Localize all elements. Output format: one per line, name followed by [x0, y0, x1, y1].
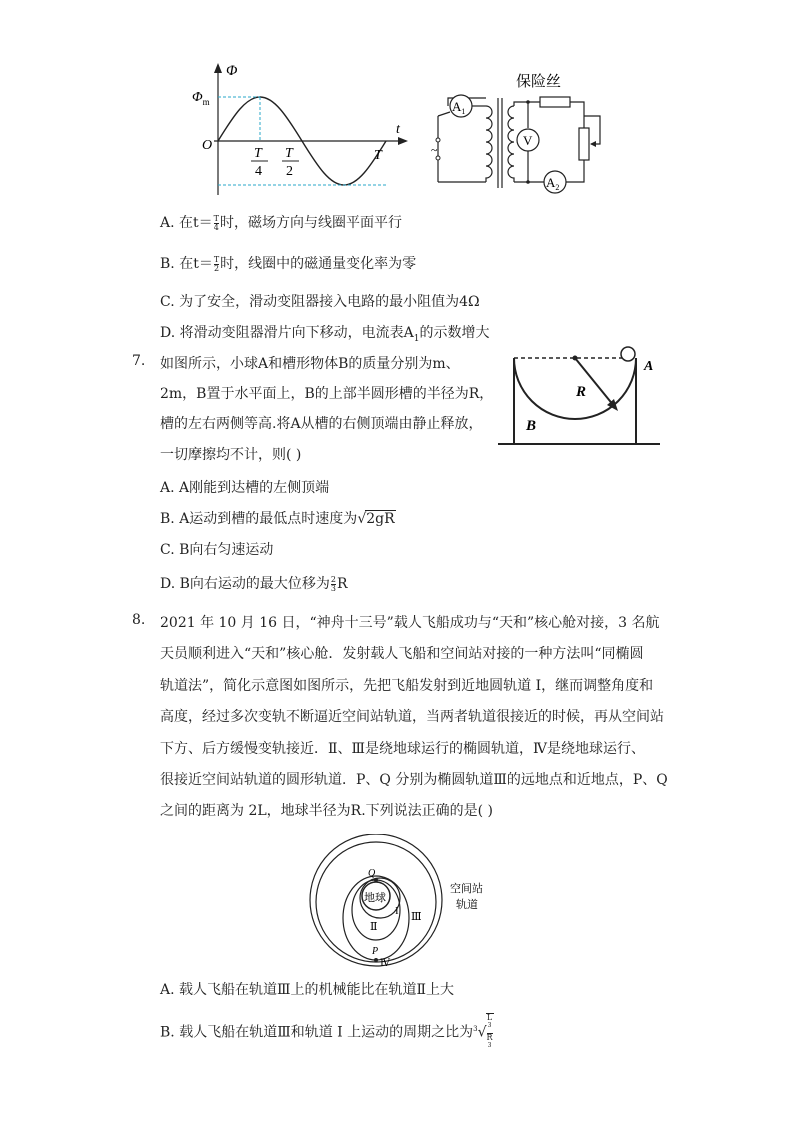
point-p — [374, 958, 378, 962]
ac-terminal-top — [436, 138, 440, 142]
t-over-4: $\frac{T}{4}$ — [213, 213, 219, 232]
secondary-wire-top-right — [570, 102, 584, 128]
t4-num: T — [254, 146, 262, 161]
q7-stem-line-4: 一切摩擦均不计，则( ) — [160, 447, 302, 463]
t2-num: T — [285, 146, 293, 161]
q8-stem-line-6: 很接近空间站轨道的圆形轨道．P、Q 分别为椭圆轨道Ⅲ的远地点和近地点，P、Q — [160, 772, 668, 788]
q8-number: 8. — [132, 612, 146, 628]
q6-option-d[interactable]: D. 将滑动变阻器滑片向下移动，电流表$A_1$的示数增大 — [160, 325, 490, 344]
q8-stem-line-7: 之间的距离为 2L，地球半径为R.下列说法正确的是( ) — [160, 803, 494, 819]
transformer-circuit — [428, 66, 618, 198]
q7-stem-line-3: 槽的左右两侧等高.将A从槽的右侧顶端由静止释放， — [160, 416, 483, 432]
t-axis-label: t — [396, 122, 400, 137]
orbit-diagram — [300, 834, 500, 968]
label-r: R — [576, 384, 587, 400]
label-b: B — [526, 418, 537, 434]
ammeter-a2-label: $A_2$ — [546, 175, 560, 192]
q6-option-c[interactable]: C. 为了安全，滑动变阻器接入电路的最小阻值为4Ω — [160, 294, 480, 310]
point-q-label: Q — [368, 868, 376, 879]
cube-root-fraction: L $^3$ R $^3$ — [486, 1013, 494, 1052]
orbit-ii-label: Ⅱ — [370, 921, 378, 933]
q8-stem-line-5: 下方、后方缓慢变轨接近．Ⅱ、Ⅲ是绕地球运行的椭圆轨道，Ⅳ是绕地球运行、 — [160, 741, 646, 757]
groove-center — [573, 356, 578, 361]
sqrt-2gr: 2gR — [366, 511, 395, 527]
earth-label: 地球 — [364, 892, 386, 904]
q8-option-b[interactable]: B. 载人飞船在轨道Ⅲ和轨道 I 上运动的周期之比为$^3$√ L $^3$ R $^3$ — [160, 1013, 495, 1052]
period-label: T — [374, 148, 382, 163]
secondary-coil — [508, 106, 514, 182]
orbit-i-label: I — [395, 905, 399, 917]
origin-label: O — [202, 138, 213, 153]
rheostat-slider-arrow — [590, 141, 596, 147]
phi-m-label: $\Phi_m$ — [192, 90, 210, 107]
q7-option-c[interactable]: C. B向右匀速运动 — [160, 542, 274, 558]
label-a: A — [644, 359, 654, 374]
q8-option-a[interactable]: A. 载人飞船在轨道Ⅲ上的机械能比在轨道Ⅱ上大 — [160, 982, 455, 998]
q7-option-a[interactable]: A. A刚能到达槽的左侧顶端 — [160, 480, 330, 496]
ac-source-symbol: ~ — [431, 143, 438, 157]
station-label-2: 轨道 — [456, 899, 478, 911]
flux-time-graph — [190, 55, 420, 205]
fuse — [540, 97, 570, 107]
two-thirds: $\frac{2}{3}$ — [330, 574, 337, 593]
q6-option-a[interactable]: A. 在t＝ $\frac{T}{4}$ 时，磁场方向与线圈平面平行 — [160, 213, 402, 232]
t2-den: 2 — [286, 164, 293, 179]
q8-stem-line-2: 天员顺利进入“天和”核心舱．发射载人飞船和空间站对接的一种方法叫“同椭圆 — [160, 646, 644, 662]
junction-1 — [526, 100, 530, 104]
voltmeter-label: V — [523, 133, 533, 148]
orbit-iv-label: Ⅳ — [380, 958, 390, 968]
point-p-label: P — [372, 946, 379, 957]
q7-stem-line-1: 如图所示，小球A和槽形物体B的质量分别为m、 — [160, 356, 460, 372]
q7-option-d[interactable]: D. B向右运动的最大位移为 $\frac{2}{3}$ R — [160, 574, 348, 593]
q8-stem-line-3: 轨道法”，简化示意图如图所示，先把飞船发射到近地圆轨道 I，继而调整角度和 — [160, 678, 654, 694]
t-over-2: $\frac{T}{2}$ — [213, 254, 220, 273]
fuse-label: 保险丝 — [516, 74, 562, 90]
station-label-1: 空间站 — [450, 883, 483, 895]
sliding-rheostat — [579, 128, 589, 160]
q7-number: 7. — [132, 353, 146, 369]
orbit-iii-label: Ⅲ — [411, 911, 422, 923]
primary-coil — [486, 106, 492, 182]
q6-option-b[interactable]: B. 在t＝ $\frac{T}{2}$ 时，线圈中的磁通量变化率为零 — [160, 254, 417, 273]
ball-a — [621, 347, 635, 361]
phi-axis-arrow — [214, 63, 222, 73]
groove-ball-figure — [498, 344, 670, 450]
q8-stem-line-4: 高度，经过多次变轨不断逼近空间站轨道，当两者轨道很接近的时候，再从空间站 — [160, 709, 664, 725]
ammeter-a1-label: $A_1$ — [452, 99, 466, 116]
phi-axis-label: Φ — [226, 63, 238, 79]
q7-option-b[interactable]: B. A运动到槽的最低点时速度为√2gR — [160, 511, 395, 527]
secondary-wire-bottom-right — [566, 160, 584, 182]
t-axis-arrow — [398, 137, 408, 145]
junction-2 — [526, 180, 530, 184]
t4-den: 4 — [255, 164, 262, 179]
primary-wire-a1 — [438, 112, 450, 116]
q8-stem-line-1: 2021 年 10 月 16 日，“神舟十三号”载人飞船成功与“天和”核心舱对接，3 名航 — [160, 615, 660, 631]
q7-stem-line-2: 2m，B置于水平面上，B的上部半圆形槽的半径为R， — [160, 386, 494, 402]
